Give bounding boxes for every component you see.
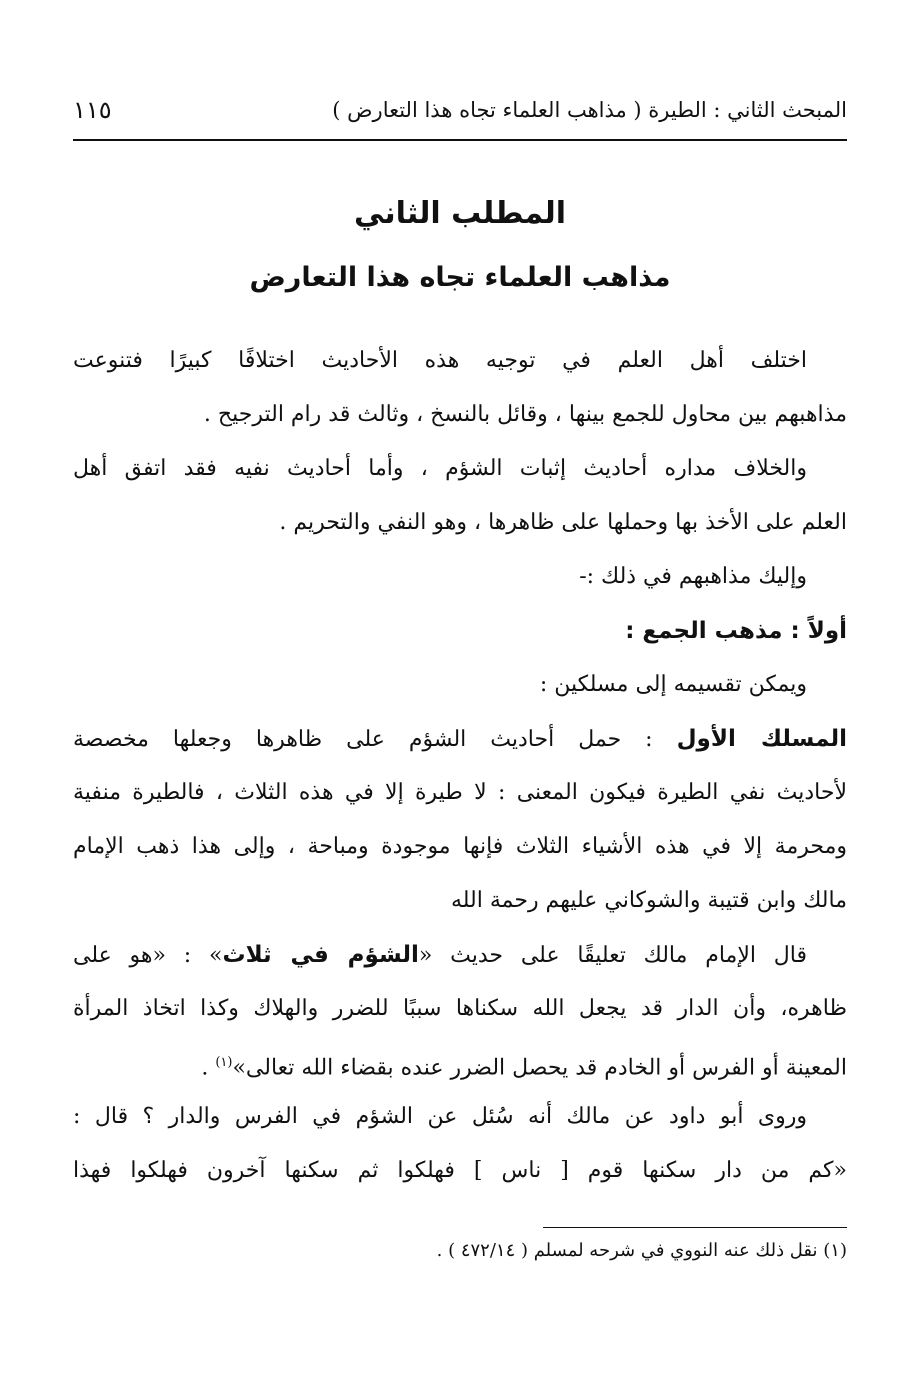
hadith-quote: الشؤم في ثلاث <box>222 942 419 968</box>
text-line: اختلف أهل العلم في توجيه هذه الأحاديث اختلافًا كبيرًا فتنوعت <box>73 348 807 373</box>
text-line: وروى أبو داود عن مالك أنه سُئل عن الشؤم في الفرس والدار ؟ قال : <box>73 1104 807 1129</box>
subsection-heading: أولاً : مذهب الجمع : <box>625 618 847 644</box>
text-line: ومحرمة إلا في هذه الأشياء الثلاث فإنها موجودة ومباحة ، وإلى هذا ذهب الإمام <box>73 834 847 859</box>
footnote-ref: (١) <box>215 1055 233 1070</box>
section-heading: المطلب الثاني <box>353 196 566 231</box>
running-header-title: المبحث الثاني : الطيرة ( مذاهب العلماء تجاه هذا التعارض ) <box>332 98 847 122</box>
header-divider <box>73 139 847 141</box>
text-line: ويمكن تقسيمه إلى مسلكين : <box>539 672 807 697</box>
page-number: ١١٥ <box>73 96 112 124</box>
text-line: العلم على الأخذ بها وحملها على ظاهرها ، وهو النفي والتحريم . <box>279 510 847 535</box>
running-header <box>73 92 847 138</box>
text-span: » : «هو على <box>73 943 223 968</box>
body-text <box>73 334 847 1198</box>
text-line <box>73 928 847 982</box>
text-line <box>73 1036 847 1090</box>
text-line: وإليك مذاهبهم في ذلك :- <box>579 564 807 589</box>
text-line: والخلاف مداره أحاديث إثبات الشؤم ، وأما أحاديث نفيه فقد اتفق أهل <box>73 456 807 481</box>
text-line: ظاهره، وأن الدار قد يجعل الله سكناها سببًا للضرر والهلاك وكذا اتخاذ المرأة <box>73 996 847 1021</box>
text-span: قال الإمام مالك تعليقًا على حديث « <box>418 943 807 968</box>
footnote: (١) نقل ذلك عنه النووي في شرحه لمسلم ( ٤٧٢/١٤ ) . <box>436 1240 847 1261</box>
text-span: : حمل أحاديث الشؤم على ظاهرها وجعلها مخصصة <box>73 727 677 752</box>
text-span: . <box>201 1055 216 1081</box>
path-label: المسلك الأول <box>676 726 847 752</box>
text-line: «كم من دار سكنها قوم [ ناس ] فهلكوا ثم سكنها آخرون فهلكوا فهذا <box>73 1158 847 1183</box>
text-line: لأحاديث نفي الطيرة فيكون المعنى : لا طيرة إلا في هذه الثلاث ، فالطيرة منفية <box>73 780 847 805</box>
section-subheading: مذاهب العلماء تجاه هذا التعارض <box>249 262 671 293</box>
text-line <box>73 712 847 766</box>
text-line: مالك وابن قتيبة والشوكاني عليهم رحمة الله <box>450 888 847 913</box>
footnote-divider <box>543 1227 847 1228</box>
text-line: مذاهبهم بين محاول للجمع بينها ، وقائل بالنسخ ، وثالث قد رام الترجيح . <box>203 402 847 427</box>
text-span: المعينة أو الفرس أو الخادم قد يحصل الضرر عنده بقضاء الله تعالى» <box>232 1055 847 1081</box>
